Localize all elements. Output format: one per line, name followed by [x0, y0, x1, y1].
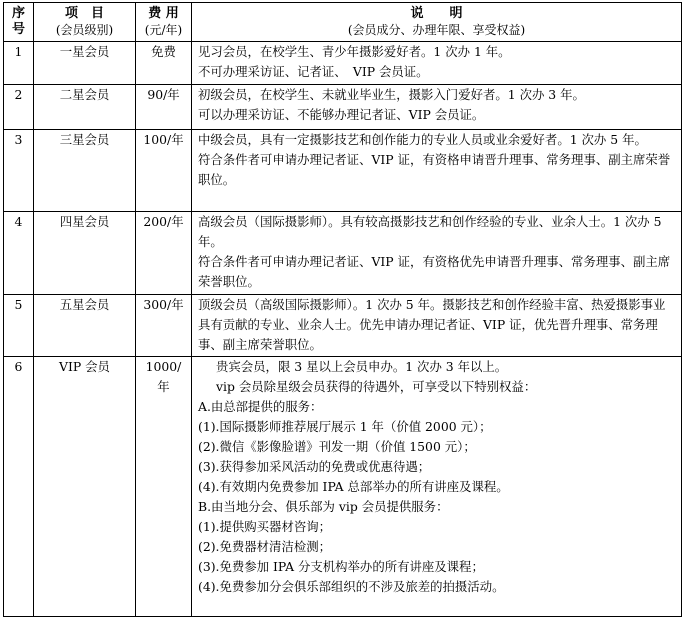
table-row	[4, 357, 682, 617]
member-fee: 90/年	[136, 85, 192, 130]
table-row	[4, 212, 682, 295]
header-fee: 费 用 (元/年)	[136, 3, 192, 42]
header-row	[4, 3, 682, 42]
member-fee: 免费	[136, 42, 192, 85]
table-row	[4, 42, 682, 85]
member-level: VIP 会员	[34, 357, 136, 617]
description-line: 可以办理采访证、不能够办理记者证、VIP 会员证。	[198, 107, 485, 122]
member-fee: 300/年	[136, 295, 192, 357]
description-line: 初级会员，在校学生、未就业毕业生，摄影入门爱好者。1 次办 3 年。	[198, 87, 585, 102]
member-description	[192, 42, 682, 85]
description-line: (2).微信《影像脸谱》刊发一期（价值 1500 元）；	[198, 439, 476, 454]
member-description	[192, 295, 682, 357]
header-item: 项 目 (会员级别)	[34, 3, 136, 42]
description-line: 顶级会员（高级国际摄影师）。1 次办 5 年。摄影技艺和创作经验丰富、热爱摄影事业具有贡献的专业、业余人士。优先申请办理记者证、VIP 证，优先晋升理事、常务理事、副主席荣誉职位。	[198, 297, 666, 352]
header-number: 序 号	[4, 3, 34, 42]
row-number: 5	[4, 295, 34, 357]
header-description: 说 明 (会员成分、办理年限、享受权益)	[192, 3, 682, 42]
description-line: (1).国际摄影师推荐展厅展示 1 年（价值 2000 元）；	[198, 419, 492, 434]
description-line: A.由总部提供的服务：	[198, 399, 323, 414]
member-description	[192, 130, 682, 212]
description-line: vip 会员除星级会员获得的待遇外，可享受以下特别权益：	[216, 379, 537, 394]
description-line: (4).免费参加分会俱乐部组织的不涉及旅差的拍摄活动。	[198, 579, 505, 594]
table-row	[4, 295, 682, 357]
description-line: 见习会员，在校学生、青少年摄影爱好者。1 次办 1 年。	[198, 44, 511, 59]
description-line: 贵宾会员，限 3 星以上会员申办。1 次办 3 年以上。	[216, 359, 508, 374]
description-line: 不可办理采访证、记者证、 VIP 会员证。	[198, 64, 429, 79]
row-number: 4	[4, 212, 34, 295]
table-row	[4, 85, 682, 130]
member-fee: 200/年	[136, 212, 192, 295]
description-line: 高级会员（国际摄影师）。具有较高摄影技艺和创作经验的专业、业余人士。1 次办 5 年。	[198, 214, 662, 249]
member-level: 四星会员	[34, 212, 136, 295]
description-line: (3).免费参加 IPA 分支机构举办的所有讲座及课程；	[198, 559, 484, 574]
description-line: 符合条件者可申请办理记者证、VIP 证，有资格优先申请晋升理事、常务理事、副主席荣誉职位。	[198, 254, 671, 289]
member-level: 五星会员	[34, 295, 136, 357]
description-line: (1).提供购买器材咨询；	[198, 519, 332, 534]
membership-table	[3, 2, 682, 617]
member-description	[192, 85, 682, 130]
row-number: 6	[4, 357, 34, 617]
description-line: (3).获得参加采风活动的免费或优惠待遇；	[198, 459, 431, 474]
table-row	[4, 130, 682, 212]
member-level: 一星会员	[34, 42, 136, 85]
row-number: 3	[4, 130, 34, 212]
member-level: 二星会员	[34, 85, 136, 130]
description-line: (2).免费器材清洁检测；	[198, 539, 332, 554]
member-description	[192, 357, 682, 617]
member-fee: 100/年	[136, 130, 192, 212]
description-line: 中级会员，具有一定摄影技艺和创作能力的专业人员或业余爱好者。1 次办 5 年。	[198, 132, 647, 147]
member-fee-unit: 年	[157, 379, 170, 394]
row-number: 2	[4, 85, 34, 130]
member-fee	[136, 357, 192, 617]
member-fee-amount: 1000/	[145, 359, 182, 374]
member-level: 三星会员	[34, 130, 136, 212]
description-line: B.由当地分会、俱乐部为 vip 会员提供服务：	[198, 499, 449, 514]
member-description	[192, 212, 682, 295]
row-number: 1	[4, 42, 34, 85]
description-line: (4).有效期内免费参加 IPA 总部举办的所有讲座及课程。	[198, 479, 509, 494]
description-line: 符合条件者可申请办理记者证、VIP 证，有资格申请晋升理事、常务理事、副主席荣誉职位。	[198, 152, 671, 187]
